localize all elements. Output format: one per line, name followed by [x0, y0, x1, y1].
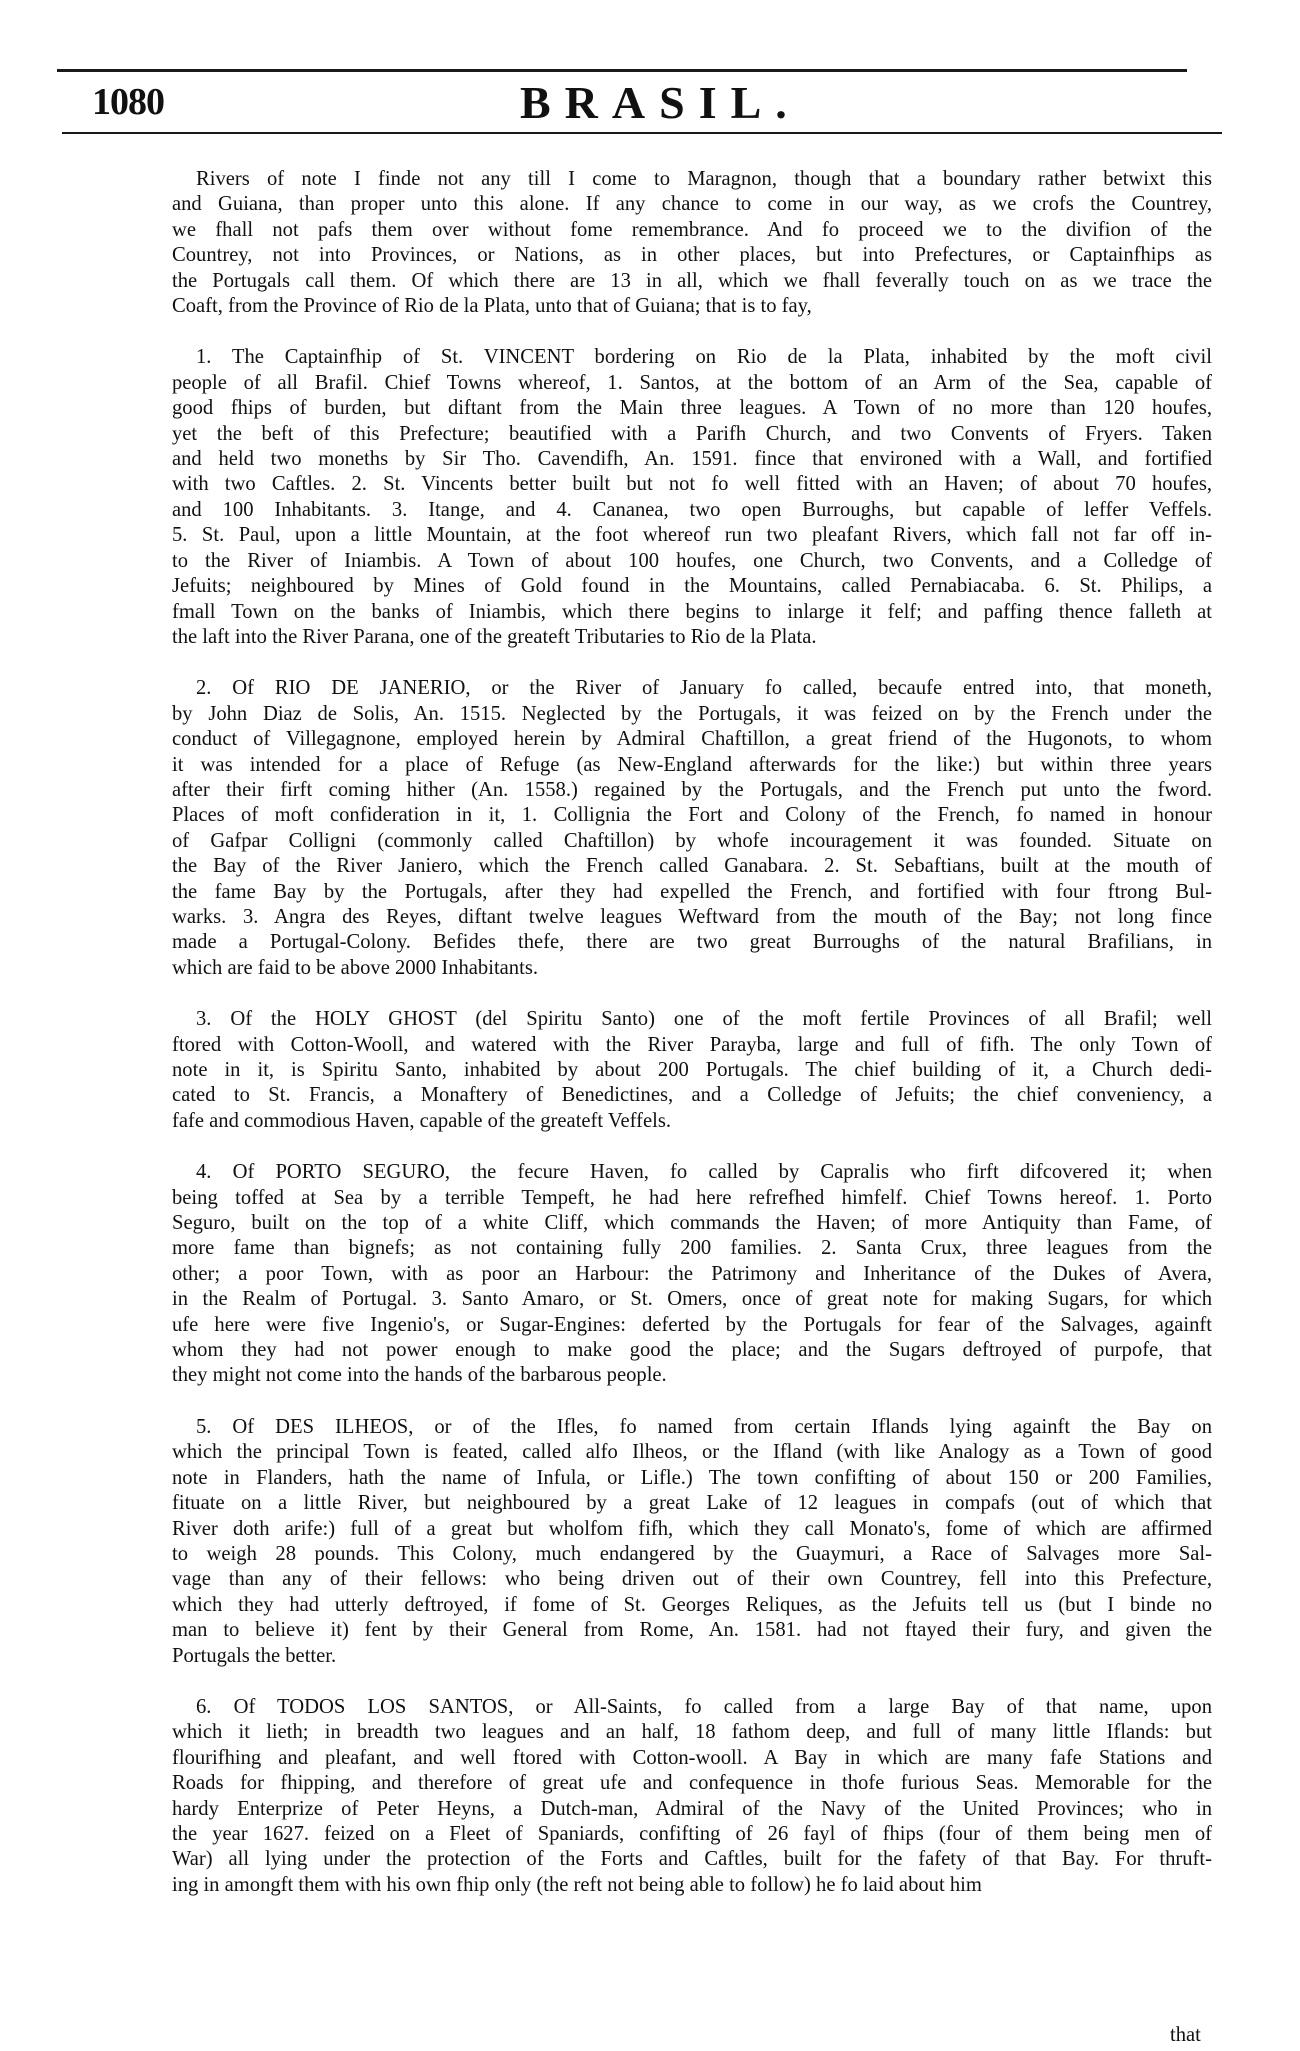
text-line: being toffed at Sea by a terrible Tempeft, he had here refrefhed himfelf. Chief Towns hereof. 1. Porto: [172, 1186, 1212, 1209]
text-line: they might not come into the hands of the barbarous people.: [172, 1364, 667, 1387]
text-line: it was intended for a place of Refuge (as New-England afterwards for the like:) but within three years: [172, 753, 1212, 776]
text-line: man to believe it) fent by their General from Rome, An. 1581. had not ftayed their fury, and given the: [172, 1619, 1212, 1642]
text-line: people of all Brafil. Chief Towns whereof, 1. Santos, at the bottom of an Arm of the Sea, capable of: [172, 371, 1212, 394]
paragraph-holy-ghost: [172, 1007, 1212, 1134]
text-line: Countrey, not into Provinces, or Nations, as in other places, but into Prefectures, or Captainfhips as: [172, 244, 1212, 267]
text-line: hardy Enterprize of Peter Heyns, a Dutch-man, Admiral of the Navy of the United Provinces; who in: [172, 1797, 1212, 1820]
text-line: the laft into the River Parana, one of the greateft Tributaries to Rio de la Plata.: [172, 625, 817, 648]
text-line: which they had utterly deftroyed, if fome of St. Georges Reliques, as the Jefuits tell us (but I binde no: [172, 1593, 1212, 1616]
text-line: which it lieth; in breadth two leagues and an half, 18 fathom deep, and full of many little Iflands: but: [172, 1721, 1212, 1744]
text-line: ufe here were five Ingenio's, or Sugar-Engines: deferted by the Portugals for fear of the Salvages, againft: [172, 1313, 1212, 1336]
text-line: the Portugals call them. Of which there are 13 in all, which we fhall feverally touch on as we trace the: [172, 269, 1212, 292]
paragraph-rio-de-janerio: [172, 676, 1212, 981]
text-line: note in it, is Spiritu Santo, inhabited by about 200 Portugals. The chief building of it, a Church dedi-: [172, 1059, 1212, 1081]
text-line: River doth arife:) full of a great but wholfom fifh, which they call Monato's, fome of which are affirmed: [172, 1517, 1212, 1540]
text-line: Seguro, built on the top of a white Cliff, which commands the Haven; of more Antiquity than Fame, of: [172, 1212, 1212, 1235]
text-line: 4. Of PORTO SEGURO, the fecure Haven, fo called by Capralis who firft difcovered it; when: [196, 1161, 1212, 1184]
page-number: 1080: [92, 81, 164, 123]
text-line: the Bay of the River Janiero, which the French called Ganabara. 2. St. Sebaftians, built at the mouth of: [172, 855, 1212, 878]
paragraph-st-vincent: [172, 345, 1212, 650]
text-line: made a Portugal-Colony. Befides thefe, there are two great Burroughs of the natural Brafilians, in: [172, 931, 1212, 954]
text-line: other; a poor Town, with as poor an Harbour: the Patrimony and Inheritance of the Dukes of Avera,: [172, 1262, 1212, 1285]
text-line: warks. 3. Angra des Reyes, diftant twelve leagues Weftward from the mouth of the Bay; not long fince: [172, 905, 1212, 928]
text-line: Rivers of note I finde not any till I come to Maragnon, though that a boundary rather betwixt this: [196, 168, 1212, 190]
text-line: to the River of Iniambis. A Town of about 100 houfes, one Church, two Convents, and a Colledge of: [172, 549, 1212, 572]
text-line: in the Realm of Portugal. 3. Santo Amaro, or St. Omers, once of great note for making Sugars, for which: [172, 1288, 1212, 1311]
text-line: of Gafpar Colligni (commonly called Chaftillon) by whofe incouragement it was founded. Situate on: [172, 829, 1212, 852]
text-line: 3. Of the HOLY GHOST (del Spiritu Santo) one of the moft fertile Provinces of all Brafil; well: [196, 1008, 1212, 1031]
header-rule: [62, 132, 1222, 134]
text-line: Jefuits; neighboured by Mines of Gold found in the Mountains, called Pernabiacaba. 6. St. Philips, a: [172, 575, 1212, 598]
text-line: and Guiana, than proper unto this alone. If any chance to come in our way, as we crofs the Countrey,: [172, 193, 1212, 216]
text-line: ing in amongft them with his own fhip only (the reft not being able to follow) he fo laid about him: [172, 1873, 982, 1896]
text-line: 1. The Captainfhip of St. VINCENT bordering on Rio de la Plata, inhabited by the moft civil: [196, 346, 1212, 369]
text-line: by John Diaz de Solis, An. 1515. Neglected by the Portugals, it was feized on by the French under the: [172, 702, 1212, 725]
text-line: note in Flanders, hath the name of Infula, or Lifle.) The town confifting of about 150 or 200 Families,: [172, 1466, 1212, 1489]
text-line: cated to St. Francis, a Monaftery of Benedictines, and a Colledge of Jefuits; the chief conveniency, a: [172, 1084, 1212, 1107]
text-line: after their firft coming hither (An. 1558.) regained by the Portugals, and the French put unto the fword.: [172, 778, 1212, 801]
text-line: Coaft, from the Province of Rio de la Plata, unto that of Guiana; that is to fay,: [172, 295, 812, 318]
text-line: 5. Of DES ILHEOS, or of the Ifles, fo named from certain Iflands lying againft the Bay on: [196, 1415, 1212, 1438]
text-line: with two Caftles. 2. St. Vincents better built but not fo well fitted with an Haven; of about 70 houfes,: [172, 473, 1212, 496]
text-line: the year 1627. feized on a Fleet of Spaniards, confifting of 26 fayl of fhips (four of them being men of: [172, 1822, 1212, 1845]
text-line: more fame than bignefs; as not containing fully 200 families. 2. Santa Crux, three leagues from the: [172, 1237, 1212, 1260]
running-head: BRASIL.: [520, 77, 801, 128]
text-line: and 100 Inhabitants. 3. Itange, and 4. Cananea, two open Burroughs, but capable of leffer Veffels.: [172, 498, 1212, 521]
paragraph-porto-seguro: [172, 1160, 1212, 1389]
text-line: fmall Town on the banks of Iniambis, which there begins to inlarge it felf; and paffing thence falleth at: [172, 600, 1212, 623]
text-line: Places of moft confideration in it, 1. Collignia the Fort and Colony of the French, fo named in honour: [172, 804, 1212, 827]
text-line: fituate on a little River, but neighboured by a great Lake of 12 leagues in compafs (out of which that: [172, 1492, 1212, 1515]
text-line: War) all lying under the protection of the Forts and Caftles, built for the fafety of that Bay. For thruft-: [172, 1848, 1212, 1871]
page-body: [172, 140, 1212, 1898]
text-line: conduct of Villegagnone, employed herein by Admiral Chaftillon, a great friend of the Hugonots, to whom: [172, 728, 1212, 751]
text-line: fafe and commodious Haven, capable of the greateft Veffels.: [172, 1109, 672, 1132]
text-line: good fhips of burden, but diftant from the Main three leagues. A Town of no more than 120 houfes,: [172, 397, 1212, 420]
text-line: which the principal Town is feated, called alfo Ilheos, or the Ifland (with like Analogy as a Town of good: [172, 1441, 1212, 1464]
paragraph-intro: [172, 167, 1212, 319]
text-line: whom they had not power enough to make good the place; and the Sugars deftroyed of purpofe, that: [172, 1339, 1212, 1362]
text-line: 2. Of RIO DE JANERIO, or the River of January fo called, becaufe entred into, that moneth,: [196, 677, 1212, 700]
text-line: Roads for fhipping, and therefore of great ufe and confequence in thofe furious Seas. Memorable for the: [172, 1772, 1212, 1795]
text-line: 6. Of TODOS LOS SANTOS, or All-Saints, fo called from a large Bay of that name, upon: [196, 1695, 1212, 1718]
text-line: we fhall not pafs them over without fome remembrance. And fo proceed we to the divifion of the: [172, 218, 1212, 241]
text-line: which are faid to be above 2000 Inhabitants.: [172, 956, 538, 979]
text-line: yet the beft of this Prefecture; beautified with a Parifh Church, and two Convents of Fryers. Taken: [172, 422, 1212, 445]
text-line: vage than any of their fellows: who being driven out of their own Countrey, fell into this Prefecture,: [172, 1568, 1212, 1591]
top-rule: [57, 69, 1187, 72]
text-line: flourifhing and pleafant, and well ftored with Cotton-wooll. A Bay in which are many fafe Stations and: [172, 1746, 1212, 1769]
text-line: Portugals the better.: [172, 1644, 337, 1667]
text-line: the fame Bay by the Portugals, after they had expelled the French, and fortified with four ftrong Bul-: [172, 880, 1212, 903]
paragraph-des-ilheos: [172, 1415, 1212, 1669]
text-line: 5. St. Paul, upon a little Mountain, at the foot whereof run two pleafant Rivers, which fall not far off in-: [172, 524, 1212, 547]
text-line: ftored with Cotton-Wooll, and watered with the River Parayba, large and full of fifh. The only Town of: [172, 1033, 1212, 1056]
text-line: and held two moneths by Sir Tho. Cavendifh, An. 1591. fince that environed with a Wall, and fortified: [172, 448, 1212, 471]
paragraph-todos-los-santos: [172, 1695, 1212, 1898]
text-line: to weigh 28 pounds. This Colony, much endangered by the Guaymuri, a Race of Salvages more Sal-: [172, 1542, 1212, 1565]
catchword: that: [1170, 2024, 1201, 2046]
